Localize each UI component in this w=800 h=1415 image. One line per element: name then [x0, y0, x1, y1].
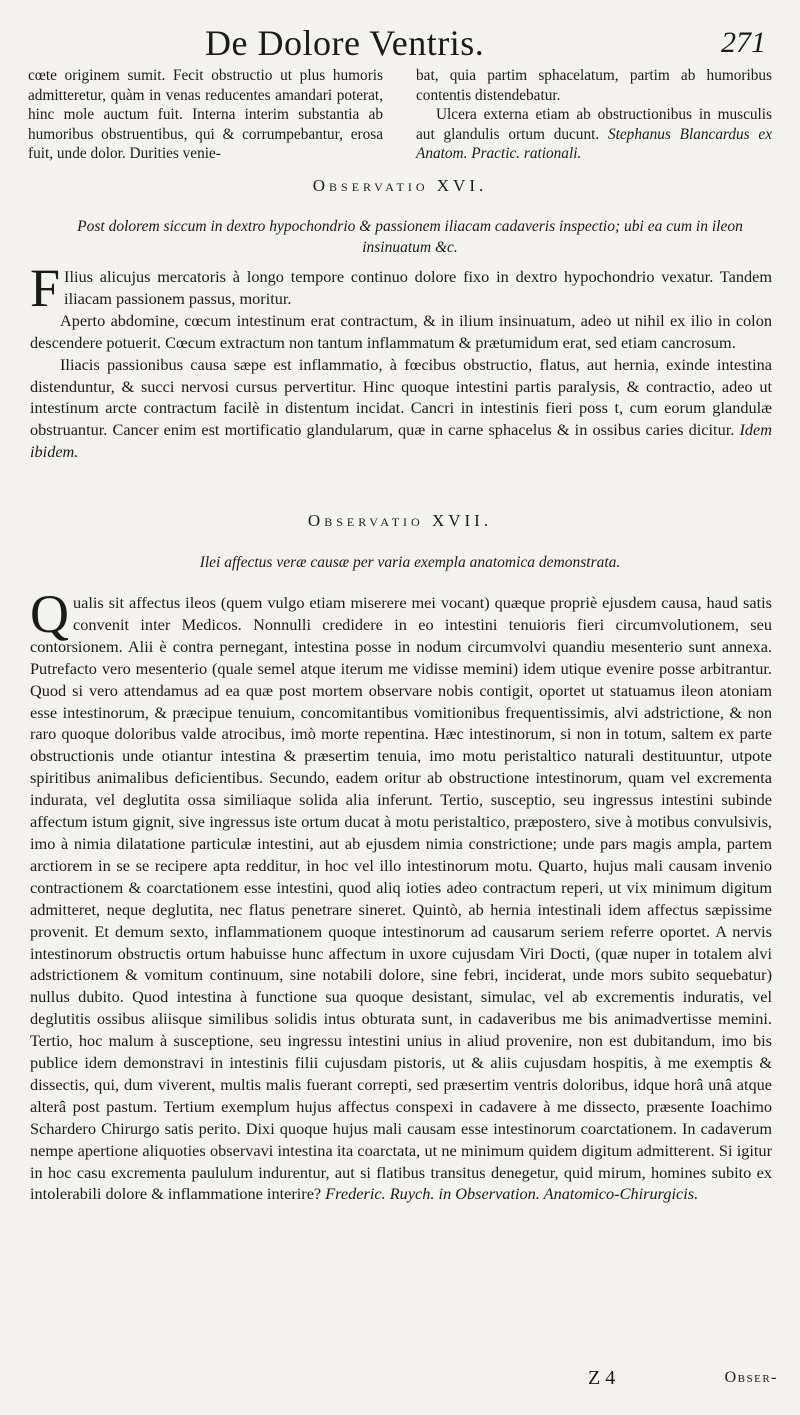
observation-16-paragraph-2: Aperto abdomine, cœcum intestinum erat contractum, & in ilium insinuatum, adeo ut nihil ex ilio in colon descendere potuerit. Cœcum extractum non tantum inflammatum & prætumidum erat, sed etiam cancrosum.	[30, 310, 772, 352]
observation-16-body	[30, 258, 773, 463]
source-citation: Frederic. Ruych. in Observation. Anatomico-Chirurgicis.	[325, 1184, 699, 1204]
left-column-text: cœte originem sumit. Fecit obstructio ut plus humoris admitteretur, quàm in venas reducentes amandari poterat, hinc mole auctum fuit. Interna interim substantia ab humoribus obstruentibus, qui & corrumpebantur, erosa fuit, unde dolor. Durities venie-	[28, 67, 383, 162]
page-header	[0, 22, 800, 70]
observation-17-title: Observatio XVII.	[307, 511, 493, 530]
observation-16-paragraph-1: F Ilius alicujus mercatoris à longo tempore continuo dolore fixo in dextro hypochondrio vexatur. Tandem iliacam passionem passus, moritur.	[30, 258, 772, 318]
observation-17-subtitle: Ilei affectus veræ causæ per varia exempla anatomica demonstrata.	[199, 554, 621, 571]
observation-16-subtitle: Post dolorem siccum in dextro hypochondrio & passionem iliacam cadaveris inspectio; ubi ea cum in ileon insinuatum &c.	[77, 218, 743, 256]
running-title: De Dolore Ventris.	[205, 23, 485, 63]
page-footer	[0, 1367, 800, 1397]
right-column-paragraph-2: Ulcera externa etiam ab obstructionibus in musculis aut glandulis ortum ducunt. Stephanus Blancardus ex Anatom. Practic. rationali.	[416, 106, 773, 162]
page-number: 271	[721, 26, 766, 59]
observation-17-paragraph: Qualis sit affectus ileos (quem vulgo etiam miserere mei vocant) quæque propriè ejusdem causa, haud satis convenit inter Medicos. Nonnulli credidere in eo intestini tenuioris fieri circumvolutionem, seu contorsionem. Alii è contra pernegant, intestina posse in nodum circumvolvi quandiu mesenterio sunt annexa. Putrefacto vero mesenterio (quale semel atque iterum me vidisse memini) idem utique evenire posse arbitrantur. Quod si vero attendamus ad ea quæ post mortem observare nobis contigit, oportet ut statuamus ileon atoniam esse intestinorum, & præcipue tenuium, concomitantibus vomitionibus frequentissimis, alvi adstrictione, & non raro quoque doloribus valde atrocibus, imò morte repentina. Hæc intestinorum, si non in totum, saltem ex parte obstructionis unde otiantur intestina & præsertim tenuia, imo motu peristaltico naturali destituuntur, utpote spiritibus animalibus deficientibus. Secundo, eadem oritur ab obstructione intestinorum, quam vel excrementa indurata, vel deglutita ossa similiaque solida alia inferunt. Tertio, susceptio, seu ingressus intestini subinde affectum istum gignit, sive ingressus iste ortum ducat à motu peristaltico, præpostero, sive à motibus convulsivis, imo à nimia dilatatione particulæ intestini, aut ab ejusdem nimia constrictione; unde pars magis ampla, partem arctiorem in se se recipere apta redditur, in hoc vel illo intestinorum motu. Quarto, hujus mali causam invenio contractionem & coarctationem esse intestini, quod aliq ioties adeo contractum reperi, ut vix minimum digitum admitteret, neque deglutita, nec flatus penetrare sineret. Quintò, ab hernia intestinali idem affectus sæpissime provenit. Et demum sexto, inflammationem quoque intestinorum ad causarum seriem referre oportet. A nervis intestinorum obstructis ortum habuisse hunc affectum in uxore cujusdam Viri Docti, (quæ nuper in totalem alvi adstrictionem & vomitum continuum, sine notabili dolore, sine febri, inciderat, unde mors subito sequebatur) nullus dubito. Quod intestina à functione sua quoque desistant, simulac, vel ab excrementis induratis, vel deglutitis ossibus aliisque similibus solidis intus obturata sunt, in cadaveribus me bis animadvertisse memini. Tertio, hoc malum à susceptione, seu ingressu intestini unius in aliud provenire, non est dubitandum, imo bis publice idem demonstravi in intestinis filii cujusdam pistoris, ut & aliis cujusdam hospitis, à me exemptis & dissectis, qui, dum viverent, multis malis fuerant correpti, sed præsertim ventris doloribus, idque horâ unâ atque alterâ post pastum. Tertium exemplum hujus affectus conspexi in cadavere à me dissecto, præsente Ioachimo Schardero Chirurgo satis perito. Dixi quoque hujus mali causam esse intestinorum coarctationem. In cadaverum nempe apertione aliquoties observavi intestina ita coarctata, ut ne minimum quidem digitum admitterent. Si igitur in hoc casu excrementa paululum indurentur, aut si flatibus transitus denegetur, quid mirum, homines subito ex intolerabili dolore & inflammatione interire? Frederic. Ruych. in Observation. Anatomico-Chirurgicis.	[30, 584, 772, 1204]
continued-text-columns	[28, 66, 773, 162]
observation-16-title: Observatio XVI.	[312, 176, 488, 195]
source-citation: Idem ibidem.	[30, 420, 773, 462]
observation-17-body	[30, 584, 772, 1205]
right-column	[416, 66, 772, 164]
signature-mark: Z 4	[588, 1367, 616, 1389]
observation-16-paragraph-3: Iliacis passionibus causa sæpe est inflammatio, à fœcibus obstructio, flatus, aut hernia, exinde intestina distenduntur, & succi nervosi cursus pervertitur. Hinc quoque intestini partis paralysis, & contractio, adeo ut intestinum arcte contractum facilè in distentum incidat. Cancri in intestinis fieri poss t, cum eorum glandulæ obstruantur. Cancer enim est mortificatio glandularum, quæ in carne sphacelus & in ossibus caries dicitur. Idem ibidem.	[30, 354, 773, 462]
drop-cap-q: Q	[30, 584, 69, 644]
source-citation: Stephanus Blancardus ex Anatom. Practic. rationali.	[416, 125, 773, 162]
drop-cap-f: F	[30, 258, 61, 318]
right-column-paragraph-1: bat, quia partim sphacelatum, partim ab humoribus contentis distendebatur.	[416, 67, 772, 104]
left-column	[28, 66, 383, 164]
catchword: Obser-	[724, 1369, 778, 1386]
